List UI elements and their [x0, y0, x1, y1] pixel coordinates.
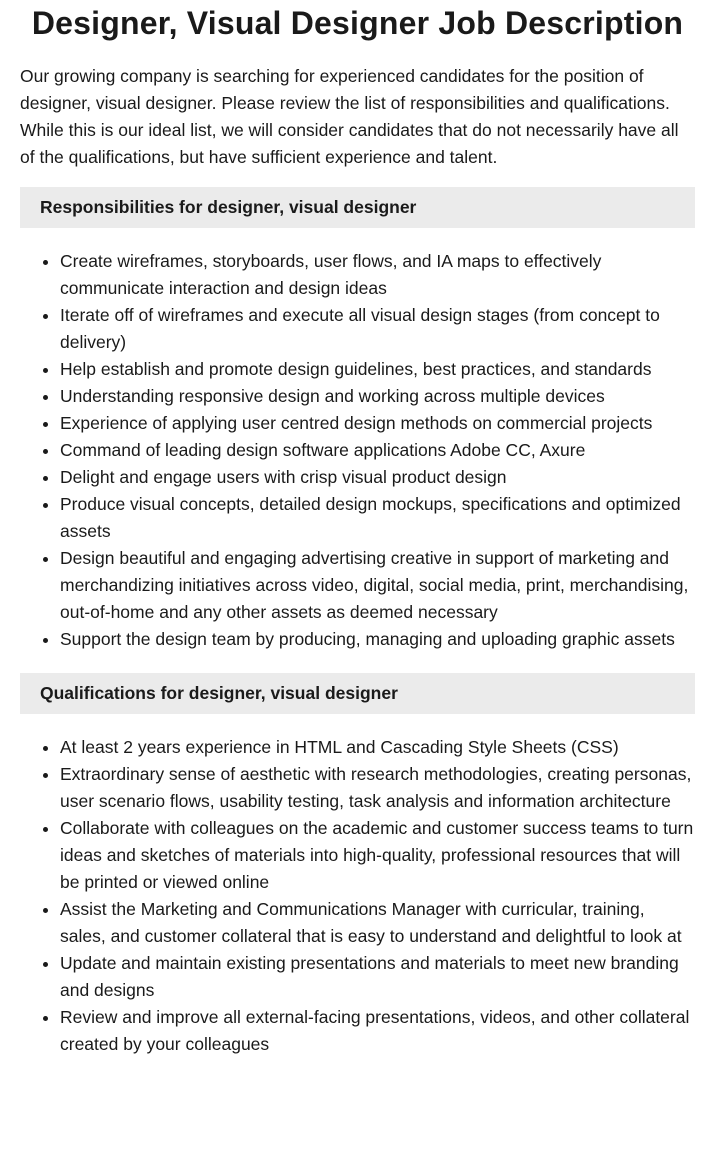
list-item: • Command of leading design software applications Adobe CC, Axure [60, 437, 695, 464]
qualifications-heading: Qualifications for designer, visual designer [20, 673, 695, 714]
list-item: • Help establish and promote design guidelines, best practices, and standards [60, 356, 695, 383]
list-item: • Experience of applying user centred design methods on commercial projects [60, 410, 695, 437]
list-item: • Design beautiful and engaging advertising creative in support of marketing and merchandizing initiatives across video, digital, social media, print, merchandising, out-of-home and any other assets as deemed necessary [60, 545, 695, 626]
intro-paragraph: Our growing company is searching for experienced candidates for the position of designer, visual designer. Please review the list of responsibilities and qualifications. While this is our ideal list, we will consider candidates that do not necessarily have all of the qualifications, but have sufficient experience and talent. [20, 66, 679, 167]
list-item: • Iterate off of wireframes and execute all visual design stages (from concept to delivery) [60, 302, 695, 356]
responsibilities-list [20, 248, 695, 653]
list-item: • Understanding responsive design and working across multiple devices [60, 383, 695, 410]
list-item: • Produce visual concepts, detailed design mockups, specifications and optimized assets [60, 491, 695, 545]
list-item: • Create wireframes, storyboards, user flows, and IA maps to effectively communicate interaction and design ideas [60, 248, 695, 302]
list-item: • Collaborate with colleagues on the academic and customer success teams to turn ideas and sketches of materials into high-quality, professional resources that will be printed or viewed online [60, 815, 695, 896]
list-item: • Support the design team by producing, managing and uploading graphic assets [60, 626, 695, 653]
list-item: • Assist the Marketing and Communications Manager with curricular, training, sales, and customer collateral that is easy to understand and delightful to look at [60, 896, 695, 950]
list-item: • Review and improve all external-facing presentations, videos, and other collateral created by your colleagues [60, 1004, 695, 1058]
qualifications-list [20, 734, 695, 1058]
list-item: • Delight and engage users with crisp visual product design [60, 464, 695, 491]
list-item: • Update and maintain existing presentations and materials to meet new branding and designs [60, 950, 695, 1004]
list-item: • Extraordinary sense of aesthetic with research methodologies, creating personas, user scenario flows, usability testing, task analysis and information architecture [60, 761, 695, 815]
list-item: • At least 2 years experience in HTML and Cascading Style Sheets (CSS) [60, 734, 695, 761]
responsibilities-heading: Responsibilities for designer, visual designer [20, 187, 695, 228]
page-title: Designer, Visual Designer Job Description [31, 5, 684, 41]
